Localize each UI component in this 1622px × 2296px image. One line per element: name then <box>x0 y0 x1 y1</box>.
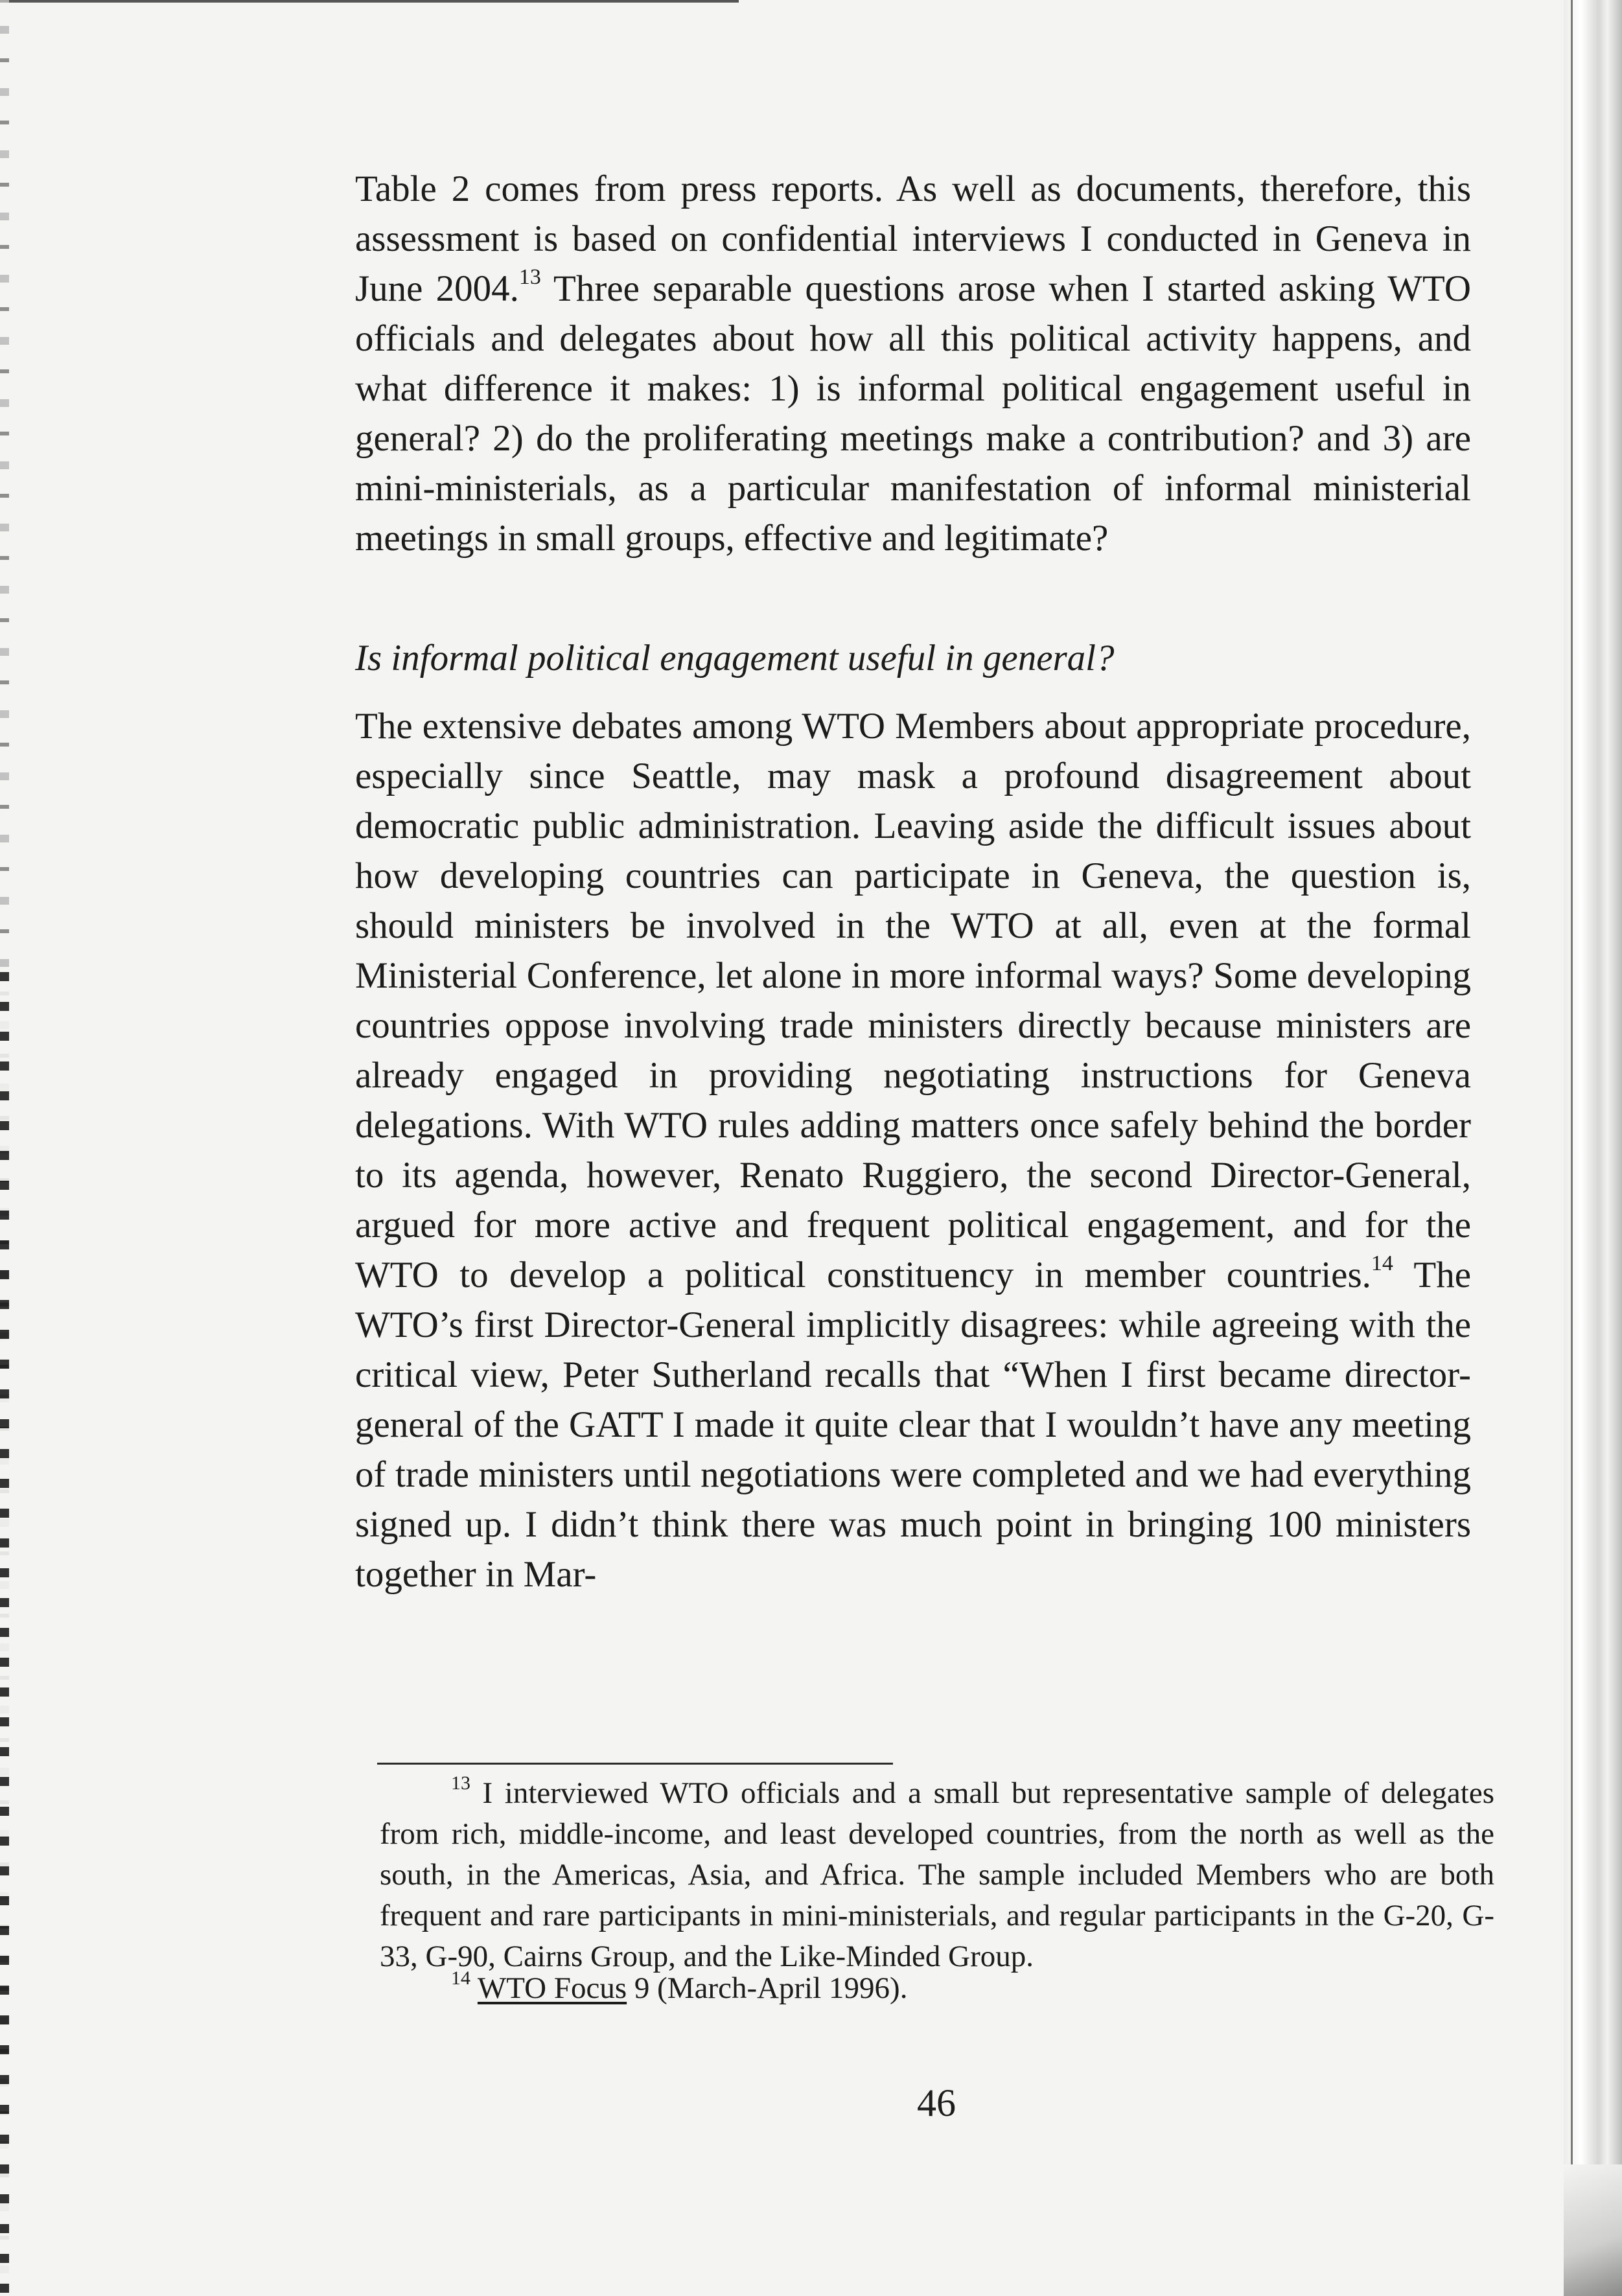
main-text-end: The WTO’s first Director-General implicitly disagrees: while agreeing with the critical view, Peter Sutherland recalls that “When I first became director-general of the GATT I made it quite clear that I wouldn’t have any meeting of trade ministers until negotiations were completed and we had everything signed up. I didn’t think there was much point in bringing 100 ministers together in Mar- <box>355 1255 1472 1595</box>
footnote-13-text: I interviewed WTO officials and a small but representative sample of delegates from rich, middle-income, and least developed countries, from the north as well as the south, in the Americas, Asia, and Africa. The sample included Members who are both frequent and rare participants in mini-ministerials, and regular participants in the G-20, G-33, G-90, Cairns Group, and the Like-Minded Group. <box>380 1776 1494 1973</box>
intro-paragraph <box>355 164 1471 563</box>
footnote-13 <box>380 1773 1494 1977</box>
footnote-ref-14[interactable]: 14 <box>1371 1251 1393 1275</box>
footnote-divider <box>377 1763 893 1765</box>
scan-right-corner-shadow <box>1564 2164 1622 2296</box>
intro-text-start: Table 2 comes from press reports. As well as documents, therefore, this assessment is based on confidential interviews I conducted in Geneva in June 2004. <box>355 168 1471 309</box>
main-paragraph <box>355 701 1471 1599</box>
main-text-start: The extensive debates among WTO Members about appropriate procedure, especially since Seattle, may mask a profound disagreement about democratic public administration. Leaving aside the difficult issues about how developing countries can participate in Geneva, the question is, should ministers be involved in the WTO at all, even at the formal Ministerial Conference, let alone in more informal ways? Some developing countries oppose involving trade ministers directly because ministers are already engaged in providing negotiating instructions for Geneva delegations. With WTO rules adding matters once safely behind the border to its agenda, however, Renato Ruggiero, the second Director-General, argued for more active and frequent political engagement, and for the WTO to develop a political constituency in member countries. <box>355 706 1471 1295</box>
footnote-ref-13[interactable]: 13 <box>518 265 541 289</box>
footnote-14-number: 14 <box>451 1967 470 1989</box>
page-number: 46 <box>917 2081 956 2124</box>
footnote-14 <box>380 1968 1494 2009</box>
footnote-13-number: 13 <box>451 1772 470 1794</box>
section-heading: Is informal political engagement useful in general? <box>355 638 1115 678</box>
footnote-14-source-title: WTO Focus <box>477 1971 627 2005</box>
intro-text-end: Three separable questions arose when I started asking WTO officials and delegates about how all this political activity happens, and what difference it makes: 1) is informal political engagement useful in general? 2) do the proliferating meetings make a contribution? and 3) are mini-ministerials, as a particular manifestation of informal ministerial meetings in small groups, effective and legitimate? <box>355 268 1471 559</box>
footnote-14-text: 9 (March-April 1996). <box>627 1971 908 2005</box>
scan-right-binding-line <box>1571 0 1573 2296</box>
scan-top-edge <box>0 0 739 3</box>
